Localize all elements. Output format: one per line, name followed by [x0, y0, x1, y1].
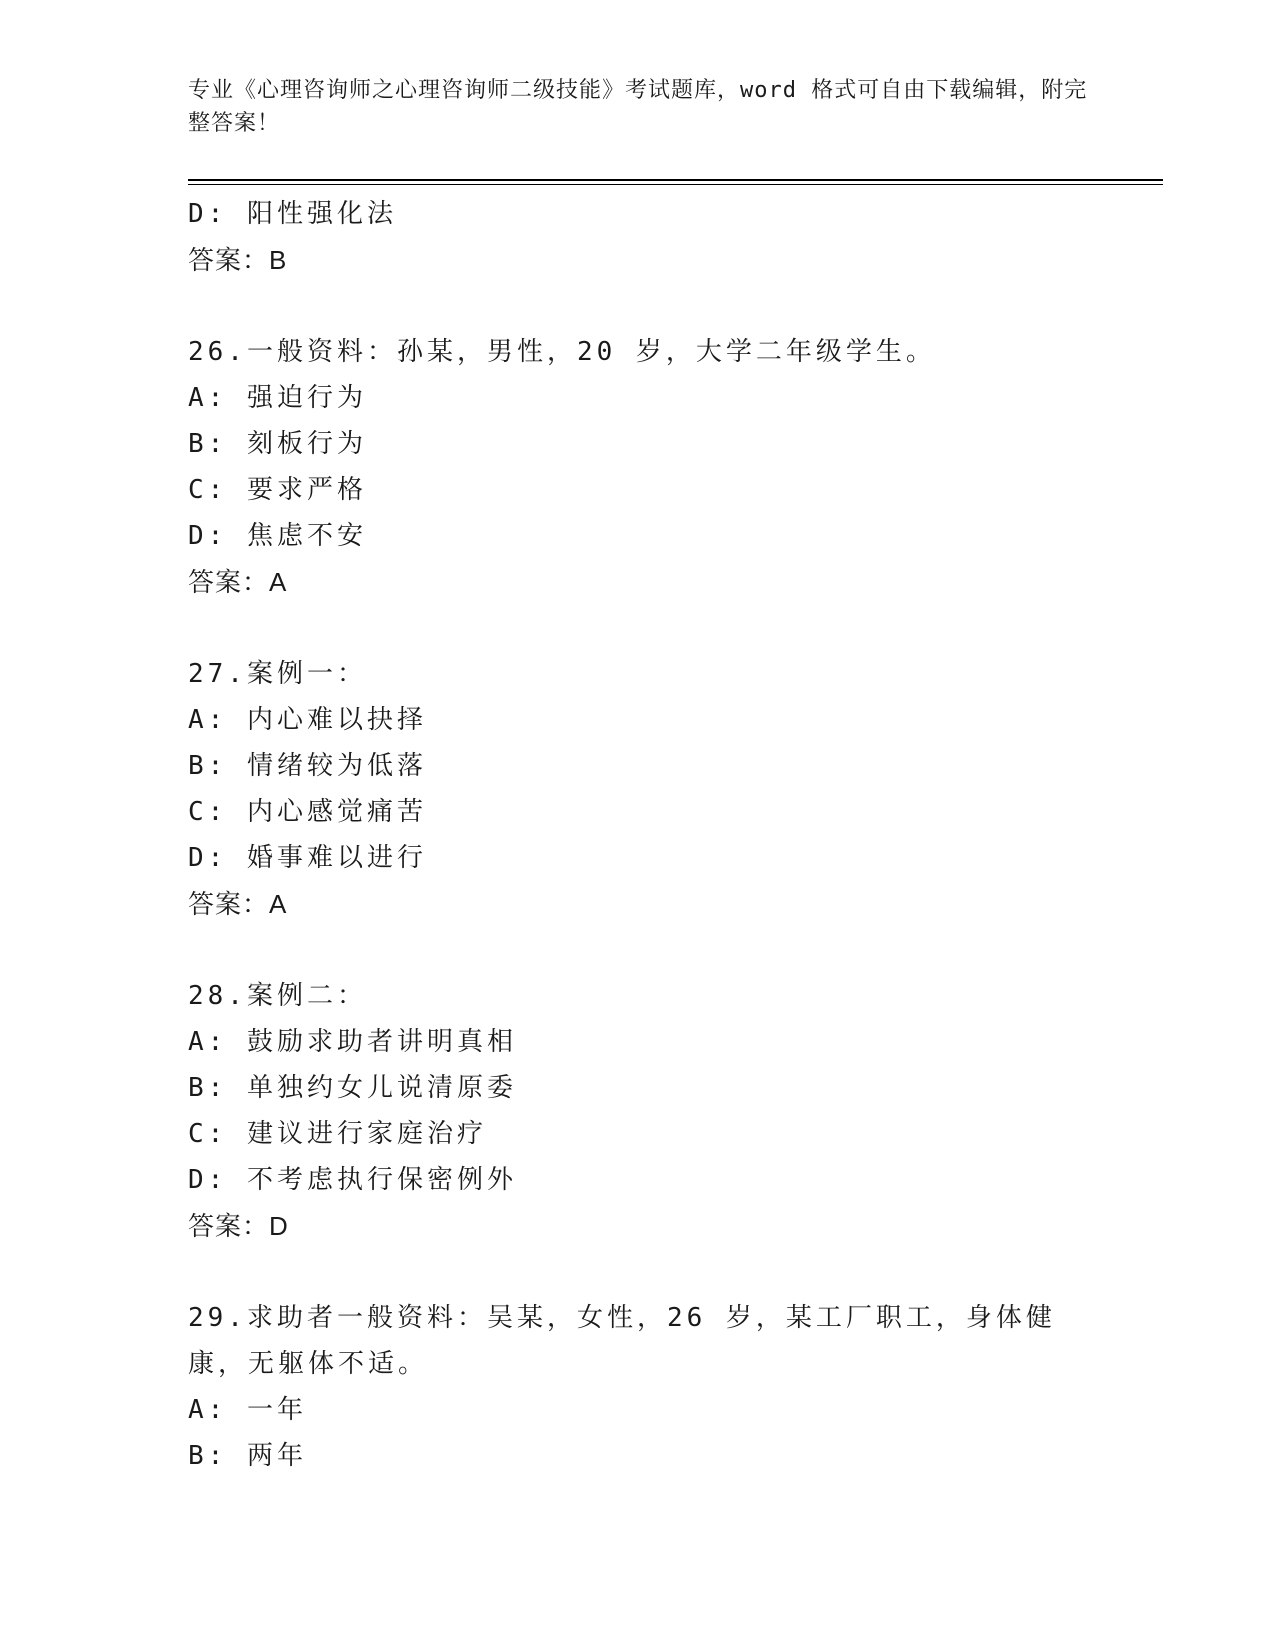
option-c: C: 要求严格: [188, 475, 367, 505]
question-stem: 26.一般资料：孙某，男性，20 岁，大学二年级学生。: [188, 337, 936, 367]
spacer: [188, 1249, 1088, 1295]
spacer: [188, 927, 1088, 973]
option-a: A: 鼓励求助者讲明真相: [188, 1027, 517, 1057]
question-list: [188, 191, 1088, 1479]
option-a: A: 内心难以抉择: [188, 705, 427, 735]
option-b: B: 情绪较为低落: [188, 751, 427, 781]
option-b: B: 刻板行为: [188, 429, 367, 459]
document-header: 专业《心理咨询师之心理咨询师二级技能》考试题库，word 格式可自由下载编辑，附完整答案！: [188, 78, 1088, 136]
option-d: D: 阳性强化法: [188, 199, 397, 229]
answer-line: 答案：B: [188, 245, 288, 275]
option-c: C: 内心感觉痛苦: [188, 797, 427, 827]
option-c: C: 建议进行家庭治疗: [188, 1119, 487, 1149]
answer-line: 答案：A: [188, 567, 288, 597]
spacer: [188, 283, 1088, 329]
option-d: D: 婚事难以进行: [188, 843, 427, 873]
option-b: B: 单独约女儿说清原委: [188, 1073, 517, 1103]
question-stem: 29.求助者一般资料：吴某，女性，26 岁，某工厂职工，身体健康，无躯体不适。: [188, 1303, 1056, 1379]
option-b: B: 两年: [188, 1441, 307, 1471]
question-stem: 27.案例一：: [188, 659, 367, 689]
header-divider-thin: [188, 184, 1163, 185]
spacer: [188, 605, 1088, 651]
question-stem: 28.案例二：: [188, 981, 367, 1011]
option-a: A: 强迫行为: [188, 383, 367, 413]
answer-line: 答案：D: [188, 1211, 289, 1241]
option-a: A: 一年: [188, 1395, 307, 1425]
option-d: D: 不考虑执行保密例外: [188, 1165, 517, 1195]
answer-line: 答案：A: [188, 889, 288, 919]
option-d: D: 焦虑不安: [188, 521, 367, 551]
header-divider-thick: [188, 179, 1163, 181]
